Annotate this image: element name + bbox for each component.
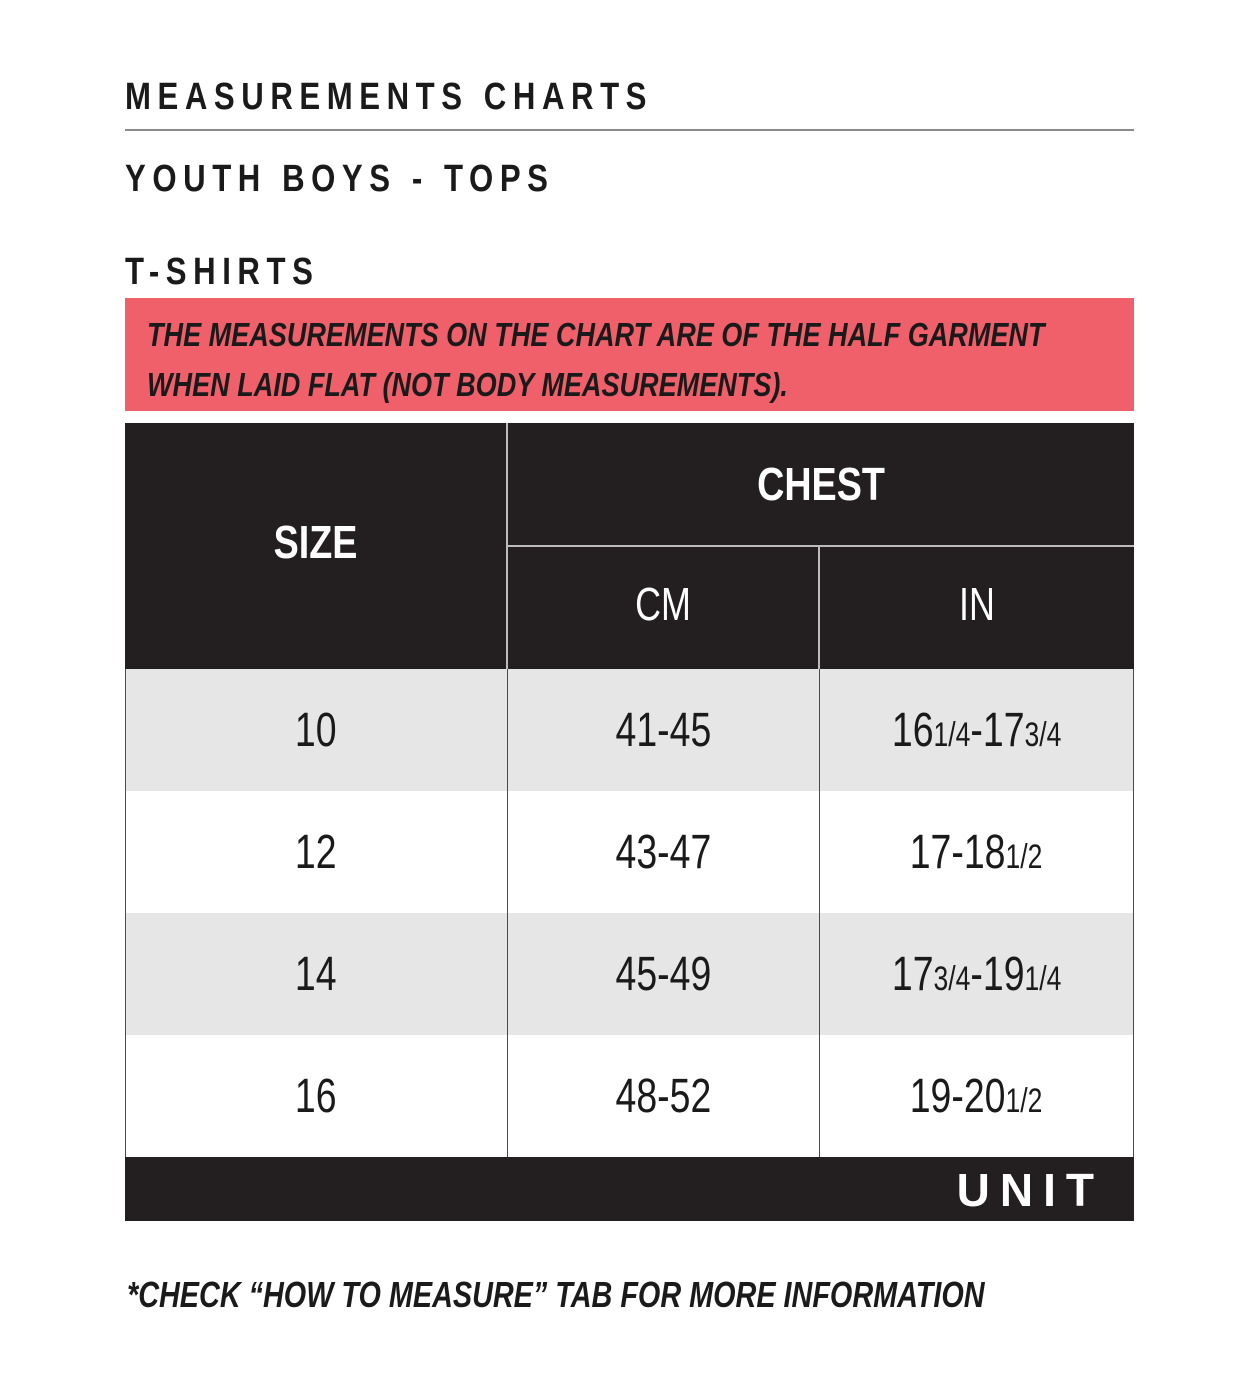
size-cell: 14 — [295, 947, 337, 1001]
size-header-label: SIZE — [273, 516, 358, 568]
whole-number: - — [970, 703, 983, 757]
cm-cell: 41-45 — [615, 703, 711, 757]
cm-cell: 43-47 — [615, 825, 711, 879]
in-header-cell — [820, 547, 1134, 669]
subsection-title: T-SHIRTS — [125, 251, 320, 293]
in-cell — [819, 1035, 1134, 1157]
cm-header-cell — [508, 547, 818, 669]
header-divider-horizontal — [508, 545, 1134, 547]
chest-header-cell — [508, 423, 1134, 545]
size-cell: 10 — [295, 703, 337, 757]
col-divider-1 — [507, 669, 508, 1157]
right-border — [1133, 669, 1134, 1157]
whole-number: - — [951, 1069, 965, 1123]
fraction: 3/4 — [933, 959, 971, 998]
in-cell — [819, 669, 1134, 791]
fraction: 1/4 — [1024, 959, 1062, 998]
page-title: MEASUREMENTS CHARTS — [125, 76, 654, 118]
fraction: 1/2 — [1005, 837, 1043, 876]
whole-number: 17 — [891, 947, 934, 1001]
fraction: 3/4 — [1024, 715, 1062, 754]
whole-number: - — [951, 825, 965, 879]
whole-number: 17 — [982, 703, 1025, 757]
section-title: YOUTH BOYS - TOPS — [125, 158, 555, 200]
chest-header-label: CHEST — [757, 458, 885, 510]
fraction: 1/2 — [1005, 1081, 1043, 1120]
footnote: *CHECK “HOW TO MEASURE” TAB FOR MORE INFORMATION — [127, 1274, 985, 1315]
in-cell — [819, 791, 1134, 913]
whole-number: 19 — [982, 947, 1025, 1001]
table-row — [125, 913, 1134, 1035]
header-divider-vertical — [818, 547, 820, 669]
cm-header-label: CM — [635, 578, 691, 630]
table-row — [125, 669, 1134, 791]
whole-number: 18 — [964, 825, 1006, 879]
brand-logo: UNIT — [956, 1164, 1104, 1216]
cm-cell: 48-52 — [615, 1069, 711, 1123]
whole-number: 17 — [910, 825, 952, 879]
fraction: 1/4 — [933, 715, 971, 754]
size-cell: 16 — [295, 1069, 337, 1123]
in-cell — [819, 913, 1134, 1035]
col-divider-2 — [819, 669, 820, 1157]
whole-number: - — [970, 947, 983, 1001]
cm-cell: 45-49 — [615, 947, 711, 1001]
table-footer-bar — [125, 1157, 1134, 1221]
size-chart-table — [125, 423, 1134, 1221]
whole-number: 20 — [964, 1069, 1006, 1123]
whole-number: 19 — [910, 1069, 952, 1123]
size-cell: 12 — [295, 825, 337, 879]
title-divider — [125, 129, 1134, 131]
size-header-cell — [125, 423, 506, 669]
in-header-label: IN — [959, 578, 995, 630]
table-row — [125, 791, 1134, 913]
table-row — [125, 1035, 1134, 1157]
notice-text: THE MEASUREMENTS ON THE CHART ARE OF THE HALF GARMENT WHEN LAID FLAT (NOT BODY MEASUREMENTS). — [147, 316, 1045, 403]
left-border — [125, 669, 126, 1157]
whole-number: 16 — [891, 703, 934, 757]
notice-banner — [125, 298, 1134, 411]
header-divider-size — [506, 423, 508, 669]
